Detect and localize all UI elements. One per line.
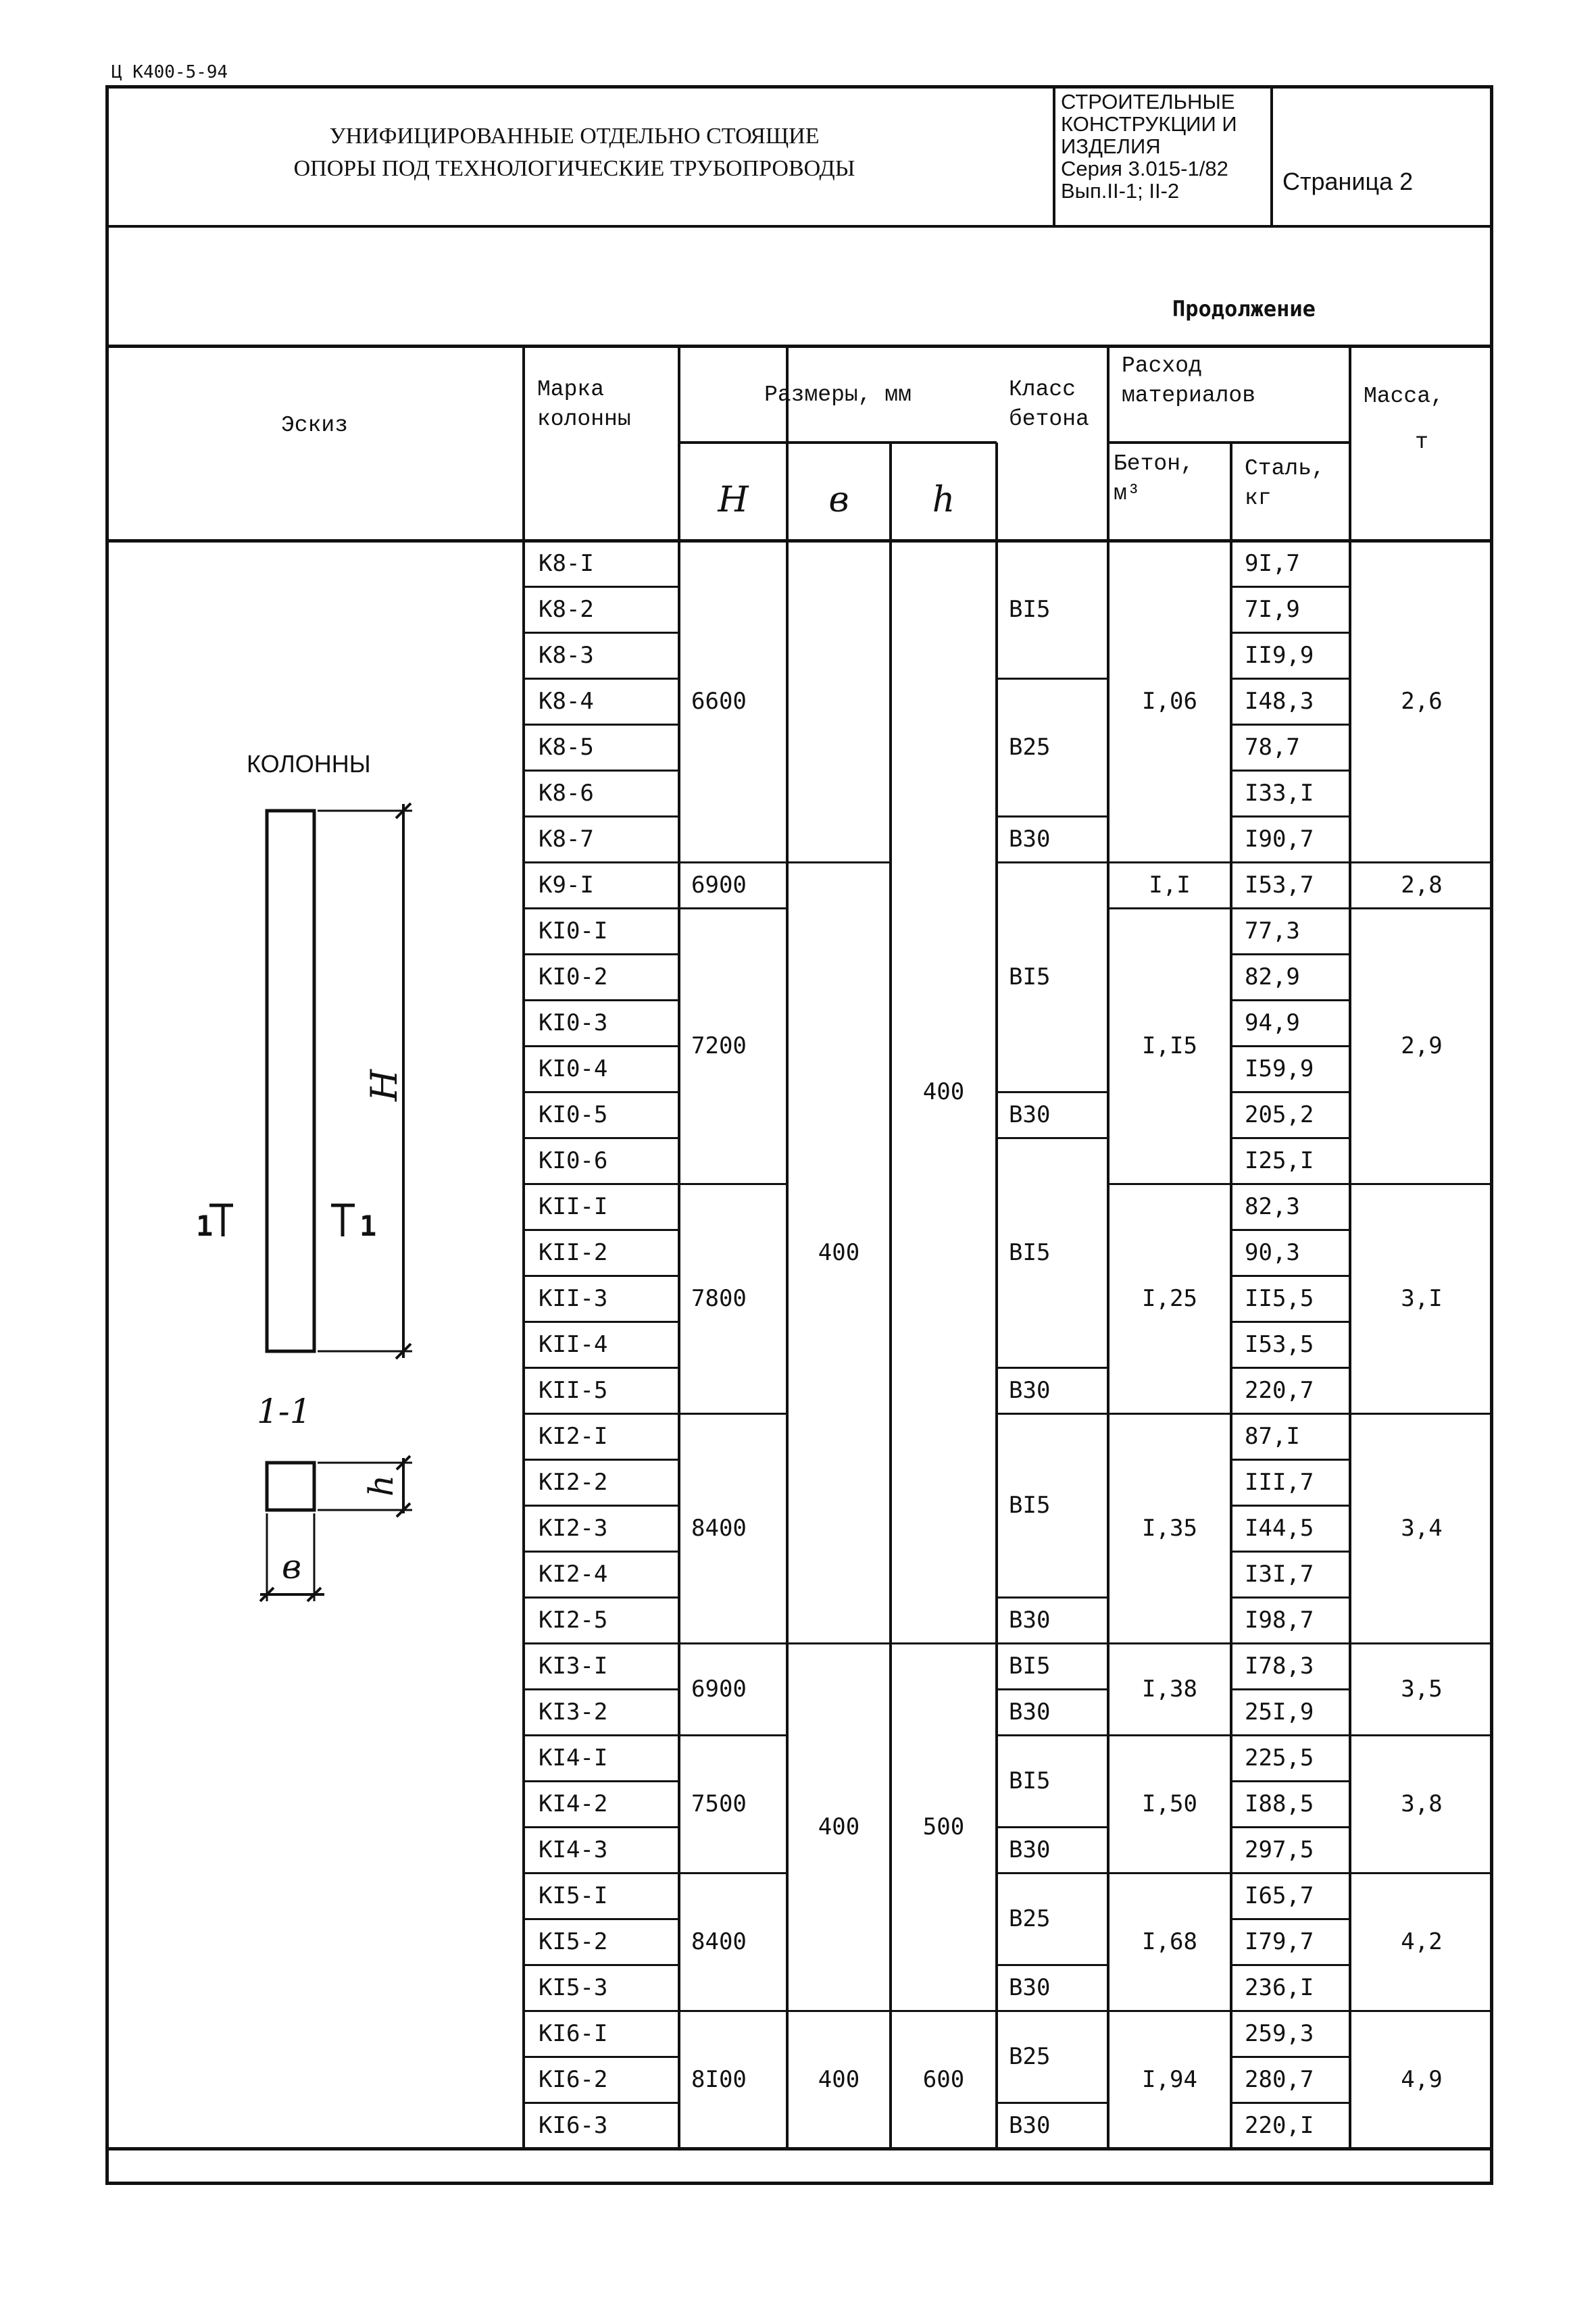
steel-cell: I44,5 <box>1245 1515 1314 1542</box>
class-cell: BI5 <box>1009 1239 1051 1266</box>
mark-cell: К8-7 <box>539 826 594 853</box>
dim-h-label: h <box>361 1474 401 1497</box>
class-cell: B30 <box>1009 1377 1051 1404</box>
sketch-label: КОЛОННЫ <box>247 750 371 778</box>
concrete-cell: I,50 <box>1142 1790 1197 1817</box>
mark-cell: КI0-6 <box>539 1147 608 1174</box>
concrete-cell: I,94 <box>1142 2066 1197 2093</box>
class-cell: B30 <box>1009 826 1051 853</box>
mark-cell: КI5-2 <box>539 1928 608 1955</box>
header-mass-unit: т <box>1415 430 1428 455</box>
header-sketch: Эскиз <box>280 413 349 438</box>
mark-cell: КI6-I <box>539 2020 608 2047</box>
mark-cell: КI6-3 <box>539 2112 608 2139</box>
steel-cell: I78,3 <box>1245 1653 1314 1680</box>
h-cell: 600 <box>922 2066 965 2093</box>
mark-cell: КI0-4 <box>539 1055 608 1082</box>
concrete-cell: I,I5 <box>1142 1032 1197 1059</box>
H-cell: 6600 <box>691 688 747 715</box>
mark-cell: К8-2 <box>539 596 594 623</box>
concrete-cell: I,06 <box>1142 688 1197 715</box>
H-cell: 7800 <box>691 1285 747 1312</box>
mark-cell: КI4-2 <box>539 1790 608 1817</box>
class-cell: BI5 <box>1009 596 1051 623</box>
page-number: Страница 2 <box>1282 168 1414 195</box>
mark-cell: КI3-I <box>539 1653 608 1680</box>
header-mass: Масса, <box>1364 384 1444 409</box>
steel-cell: 94,9 <box>1245 1009 1300 1036</box>
class-cell: B30 <box>1009 2112 1051 2139</box>
class-cell: B30 <box>1009 1101 1051 1128</box>
mass-cell: 3,8 <box>1401 1790 1443 1817</box>
steel-cell: 220,I <box>1245 2112 1314 2139</box>
mark-cell: КI0-3 <box>539 1009 608 1036</box>
H-cell: 6900 <box>691 872 747 899</box>
b-cell: 400 <box>818 2066 860 2093</box>
steel-cell: 87,I <box>1245 1423 1300 1450</box>
steel-cell: I90,7 <box>1245 826 1314 853</box>
header-concrete: Бетон, м³ <box>1114 451 1194 506</box>
title-line-1: УНИФИЦИРОВАННЫЕ ОТДЕЛЬНО СТОЯЩИЕ <box>329 124 820 149</box>
dim-b-label: в <box>282 1547 302 1586</box>
mark-cell: КII-I <box>539 1193 608 1220</box>
header-class: Класс бетона <box>1009 377 1089 432</box>
class-cell: B30 <box>1009 1836 1051 1863</box>
mark-cell: КI4-3 <box>539 1836 608 1863</box>
header-h: h <box>932 480 955 520</box>
mark-cell: К8-3 <box>539 642 594 669</box>
class-cell: BI5 <box>1009 1492 1051 1519</box>
steel-cell: I79,7 <box>1245 1928 1314 1955</box>
mark-cell: КI2-2 <box>539 1469 608 1496</box>
h-cell: 400 <box>922 1078 965 1105</box>
table-top-line <box>105 345 1493 348</box>
mark-cell: К9-I <box>539 872 594 899</box>
mark-cell: КI3-2 <box>539 1699 608 1726</box>
steel-cell: 78,7 <box>1245 734 1300 761</box>
mass-cell: 3,4 <box>1401 1515 1443 1542</box>
series-line-2: КОНСТРУКЦИИ И <box>1061 112 1237 136</box>
concrete-cell: I,I <box>1149 872 1191 899</box>
steel-cell: I48,3 <box>1245 688 1314 715</box>
H-cell: 8I00 <box>691 2066 747 2093</box>
header-col-line <box>1230 443 1232 540</box>
section-mark-right-label: 1 <box>359 1209 377 1242</box>
mark-cell: К8-I <box>539 550 594 577</box>
mark-cell: КI2-4 <box>539 1561 608 1588</box>
steel-cell: 82,9 <box>1245 963 1300 990</box>
mark-cell: КI5-I <box>539 1882 608 1909</box>
steel-cell: I98,7 <box>1245 1607 1314 1634</box>
header-H: H <box>718 480 749 520</box>
mark-cell: КII-5 <box>539 1377 608 1404</box>
steel-cell: I65,7 <box>1245 1882 1314 1909</box>
steel-cell: 7I,9 <box>1245 596 1300 623</box>
class-cell: BI5 <box>1009 1653 1051 1680</box>
concrete-cell: I,68 <box>1142 1928 1197 1955</box>
H-cell: 8400 <box>691 1928 747 1955</box>
class-cell: B25 <box>1009 1905 1051 1932</box>
dims-subheader-line <box>679 441 997 444</box>
dim-H-label: H <box>363 1069 406 1102</box>
concrete-cell: I,38 <box>1142 1676 1197 1703</box>
class-cell: B25 <box>1009 734 1051 761</box>
H-cell: 7200 <box>691 1032 747 1059</box>
mark-cell: К8-4 <box>539 688 594 715</box>
col-line <box>522 540 525 2148</box>
series-line-5: Вып.II-1; II-2 <box>1061 179 1180 203</box>
H-cell: 7500 <box>691 1790 747 1817</box>
series-line-1: СТРОИТЕЛЬНЫЕ <box>1061 90 1235 114</box>
b-cell: 400 <box>818 1813 860 1840</box>
mark-cell: КI2-I <box>539 1423 608 1450</box>
steel-cell: 280,7 <box>1245 2066 1314 2093</box>
class-cell: B25 <box>1009 2043 1051 2070</box>
steel-cell: I59,9 <box>1245 1055 1314 1082</box>
h-cell: 500 <box>922 1813 965 1840</box>
steel-cell: I3I,7 <box>1245 1561 1314 1588</box>
H-cell: 8400 <box>691 1515 747 1542</box>
steel-cell: II5,5 <box>1245 1285 1314 1312</box>
steel-cell: II9,9 <box>1245 642 1314 669</box>
steel-cell: 225,5 <box>1245 1744 1314 1771</box>
header-mark: Марка колонны <box>537 377 631 432</box>
steel-cell: 9I,7 <box>1245 550 1300 577</box>
steel-cell: 82,3 <box>1245 1193 1300 1220</box>
steel-cell: I88,5 <box>1245 1790 1314 1817</box>
concrete-cell: I,25 <box>1142 1285 1197 1312</box>
mass-cell: 4,2 <box>1401 1928 1443 1955</box>
mark-cell: К8-5 <box>539 734 594 761</box>
section-label: 1-1 <box>257 1392 311 1431</box>
class-cell: B30 <box>1009 1699 1051 1726</box>
continuation-label: Продолжение <box>1172 296 1316 322</box>
H-cell: 6900 <box>691 1676 747 1703</box>
mass-cell: 2,9 <box>1401 1032 1443 1059</box>
materials-subheader-line <box>1108 441 1350 444</box>
class-cell: B30 <box>1009 1607 1051 1634</box>
mark-cell: КI5-3 <box>539 1974 608 2001</box>
class-cell: BI5 <box>1009 1767 1051 1794</box>
header-steel: Сталь, кг <box>1245 456 1325 511</box>
steel-cell: I53,5 <box>1245 1331 1314 1358</box>
b-cell: 400 <box>818 1239 860 1266</box>
steel-cell: 297,5 <box>1245 1836 1314 1863</box>
steel-cell: 77,3 <box>1245 917 1300 945</box>
header-materials: Расход материалов <box>1122 353 1256 408</box>
steel-cell: 236,I <box>1245 1974 1314 2001</box>
mark-cell: КI0-I <box>539 917 608 945</box>
series-line-3: ИЗДЕЛИЯ <box>1061 134 1161 158</box>
steel-cell: 259,3 <box>1245 2020 1314 2047</box>
mark-cell: КII-3 <box>539 1285 608 1312</box>
steel-cell: 220,7 <box>1245 1377 1314 1404</box>
class-cell: B30 <box>1009 1974 1051 2001</box>
mass-cell: 4,9 <box>1401 2066 1443 2093</box>
mark-cell: К8-6 <box>539 780 594 807</box>
header-b: в <box>828 480 849 520</box>
mark-cell: КI2-3 <box>539 1515 608 1542</box>
header-dimensions: Размеры, мм <box>764 382 912 407</box>
steel-cell: III,7 <box>1245 1469 1314 1496</box>
mass-cell: 2,6 <box>1401 688 1443 715</box>
mark-cell: КI0-2 <box>539 963 608 990</box>
mass-cell: 3,5 <box>1401 1676 1443 1703</box>
mark-cell: КII-2 <box>539 1239 608 1266</box>
steel-cell: I33,I <box>1245 780 1314 807</box>
steel-cell: I53,7 <box>1245 872 1314 899</box>
class-cell: BI5 <box>1009 963 1051 990</box>
section-mark-left-label: 1 <box>196 1209 214 1242</box>
steel-cell: 205,2 <box>1245 1101 1314 1128</box>
steel-cell: I25,I <box>1245 1147 1314 1174</box>
concrete-cell: I,35 <box>1142 1515 1197 1542</box>
steel-cell: 25I,9 <box>1245 1699 1314 1726</box>
series-line-4: Серия 3.015-1/82 <box>1061 157 1228 180</box>
title-line-2: ОПОРЫ ПОД ТЕХНОЛОГИЧЕСКИЕ ТРУБОПРОВОДЫ <box>293 156 855 181</box>
mark-cell: КI0-5 <box>539 1101 608 1128</box>
mass-cell: 3,I <box>1401 1285 1443 1312</box>
steel-cell: 90,3 <box>1245 1239 1300 1266</box>
mark-cell: КII-4 <box>539 1331 608 1358</box>
mark-cell: КI2-5 <box>539 1607 608 1634</box>
mark-cell: КI4-I <box>539 1744 608 1771</box>
document-code: Ц К400-5-94 <box>111 62 228 82</box>
mass-cell: 2,8 <box>1401 872 1443 899</box>
mark-cell: КI6-2 <box>539 2066 608 2093</box>
